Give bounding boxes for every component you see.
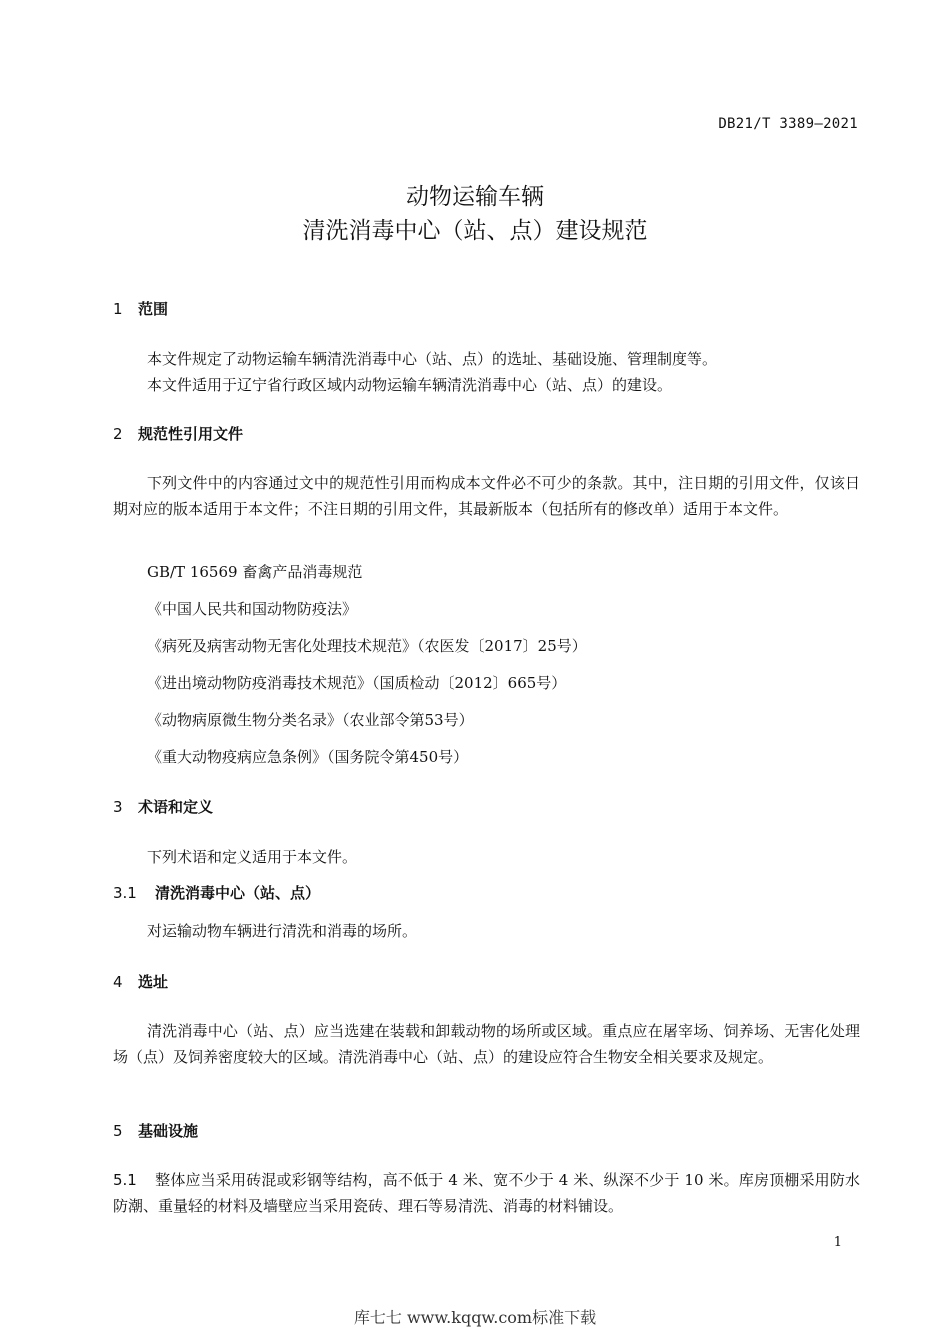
section-1-paragraph-1: 本文件规定了动物运输车辆清洗消毒中心（站、点）的选址、基础设施、管理制度等。 [147,350,718,368]
reference-item: 《重大动物疫病应急条例》（国务院令第450号） [147,748,469,766]
page-number: 1 [833,1235,842,1250]
document-code: DB21/T 3389—2021 [718,116,858,132]
section-title: 范围 [138,300,169,318]
section-title: 术语和定义 [138,798,214,816]
subsection-3-1-heading [113,882,320,903]
section-number: 2 [113,425,123,443]
reference-item: 《病死及病害动物无害化处理技术规范》（农医发〔2017〕25号） [147,637,587,655]
title-line-1: 动物运输车辆 [406,184,544,210]
section-4-heading [113,971,168,992]
subsection-number: 3.1 [113,884,137,902]
clause-5-1 [113,1167,860,1219]
clause-text: 整体应当采用砖混或彩钢等结构，高不低于 4 米、宽不少于 4 米、纵深不少于 10 米。库房顶棚采用防水防潮、重量轻的材料及墙壁应当采用瓷砖、理石等易清洗、消毒的材料铺设。 [113,1171,860,1215]
section-number: 4 [113,973,123,991]
section-1-paragraph-2: 本文件适用于辽宁省行政区域内动物运输车辆清洗消毒中心（站、点）的建设。 [147,376,673,394]
reference-item: GB/T 16569 畜禽产品消毒规范 [147,563,363,581]
section-2-paragraph-1: 下列文件中的内容通过文中的规范性引用而构成本文件必不可少的条款。其中，注日期的引用文件，仅该日期对应的版本适用于本文件；不注日期的引用文件，其最新版本（包括所有的修改单）适用于本文件。 [113,474,860,518]
section-number: 5 [113,1122,123,1140]
section-2-heading [113,423,243,444]
section-5-heading [113,1120,198,1141]
reference-item: 《进出境动物防疫消毒技术规范》（国质检动〔2012〕665号） [147,674,567,692]
section-4-paragraph-1: 清洗消毒中心（站、点）应当选建在装载和卸载动物的场所或区域。重点应在屠宰场、饲养场、无害化处理场（点）及饲养密度较大的区域。清洗消毒中心（站、点）的建设应符合生物安全相关要求及规定。 [113,1022,860,1066]
section-1-heading [113,298,168,319]
section-number: 3 [113,798,123,816]
section-3-heading [113,796,213,817]
reference-item: 《中国人民共和国动物防疫法》 [147,600,358,618]
footer-watermark: 库七七 www.kqqw.com标准下载 [353,1308,597,1327]
clause-number: 5.1 [113,1171,137,1189]
title-line-2: 清洗消毒中心（站、点）建设规范 [302,218,648,244]
section-3-paragraph-1: 下列术语和定义适用于本文件。 [147,848,358,866]
section-title: 选址 [138,973,169,991]
subsection-title: 清洗消毒中心（站、点） [155,884,321,902]
subsection-3-1-paragraph: 对运输动物车辆进行清洗和消毒的场所。 [147,922,418,940]
section-title: 基础设施 [138,1122,199,1140]
reference-item: 《动物病原微生物分类名录》（农业部令第53号） [147,711,474,729]
section-title: 规范性引用文件 [138,425,244,443]
section-number: 1 [113,300,123,318]
